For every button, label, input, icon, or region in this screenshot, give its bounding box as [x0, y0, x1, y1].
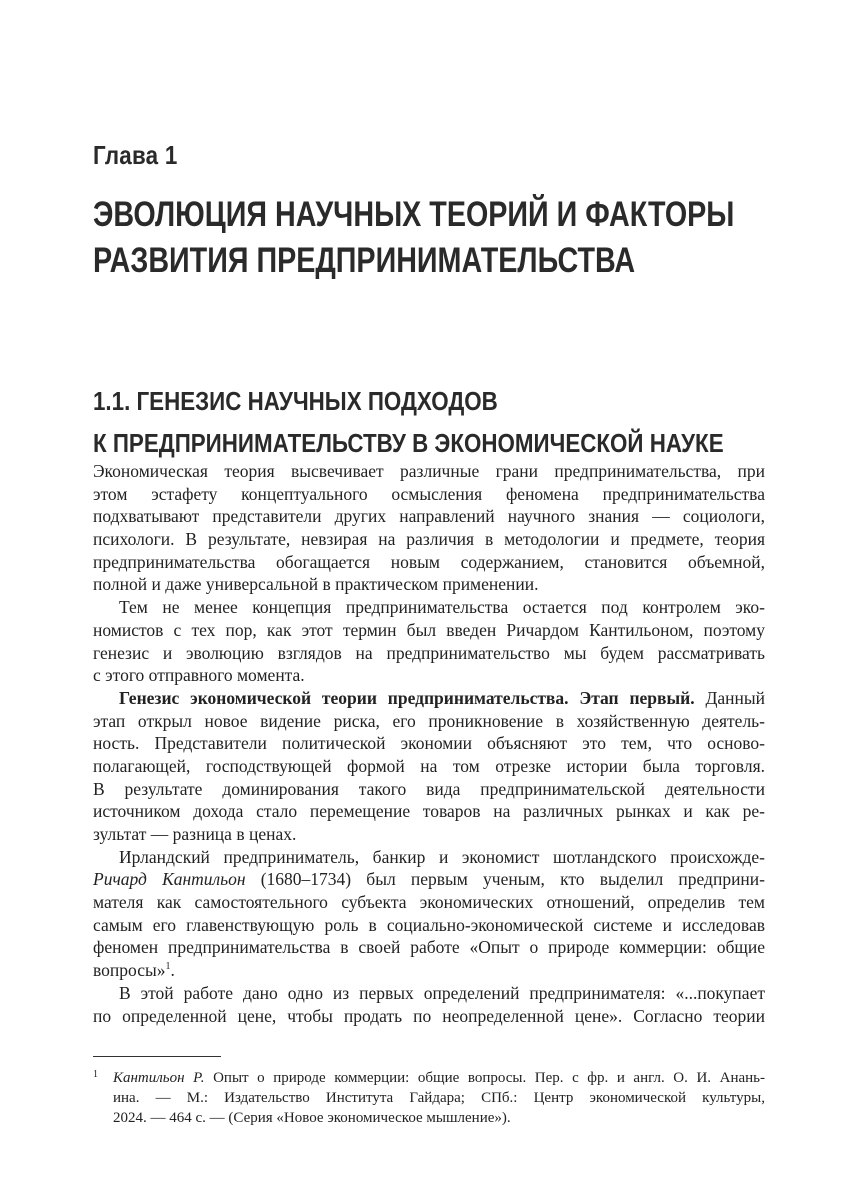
text-run: вопросы»: [93, 960, 166, 981]
text-line: предпринимательства обогащается новым содержанием, становится объемной,: [93, 551, 765, 572]
stage-heading: Генезис экономической теории предпринимательства. Этап первый.: [119, 687, 695, 708]
text-line: этом эстафету концептуального осмысления феномена предпринимательства: [93, 483, 765, 504]
paragraph: [93, 982, 765, 1027]
text-line: Экономическая теория высвечивает различные грани предпринимательства, при: [93, 461, 765, 481]
section-title: [93, 380, 798, 464]
text-line: мателя как самостоятельного субъекта экономических отношений, определив тем: [93, 892, 765, 913]
text-run: Опыт о природе коммерции: общие вопросы. Пер. с фр. и англ. О. И. Анань-: [204, 1070, 765, 1086]
text-line: феномен предпринимательства в своей работе «Опыт о природе коммерции: общие: [93, 937, 765, 958]
footnote-body: [93, 1068, 765, 1128]
text-line: Ирландский предприниматель, банкир и экономист шотландского происхожде-: [119, 846, 765, 867]
text-line: [93, 687, 765, 710]
text-line: [93, 868, 765, 891]
text-line: полагающей, господствующей формой на том отрезке истории была торговля.: [93, 755, 765, 776]
text-line: В этой работе дано одно из первых определений предпринимателя: «...покупает: [119, 982, 765, 1003]
chapter-title-line: ЭВОЛЮЦИЯ НАУЧНЫХ ТЕОРИЙ И ФАКТОРЫ: [93, 195, 735, 234]
footnote-mark: 1: [93, 1069, 98, 1080]
chapter-title: [93, 192, 749, 284]
text-run: .: [170, 960, 175, 981]
section-title-line: 1.1. ГЕНЕЗИС НАУЧНЫХ ПОДХОДОВ: [93, 386, 498, 416]
paragraph: [93, 846, 765, 982]
text-line: полной и даже универсальной в практическом применении.: [93, 574, 539, 595]
text-line: генезис и эволюцию взглядов на предпринимательство мы будем рассматривать: [93, 642, 765, 663]
text-line: номистов с тех пор, как этот термин был введен Ричардом Кантильоном, поэтому: [93, 619, 765, 640]
paragraph: [93, 687, 765, 846]
text-line: психологи. В результате, невзирая на различия в методологии и предмете, теория: [93, 529, 765, 550]
section-title-line: К ПРЕДПРИНИМАТЕЛЬСТВУ В ЭКОНОМИЧЕСКОЙ НАУКЕ: [93, 428, 724, 458]
chapter-title-line: РАЗВИТИЯ ПРЕДПРИНИМАТЕЛЬСТВА: [93, 241, 636, 280]
text-line: зультат — разница в ценах.: [93, 824, 297, 844]
footnote-divider: [93, 1056, 221, 1057]
footnote-author: Кантильон Р.: [113, 1070, 205, 1086]
text-line: подхватывают представители других направлений научного знания — социологи,: [93, 506, 765, 527]
footnote: [93, 1068, 765, 1128]
text-line: источником дохода стало перемещение товаров на различных рынках и как ре-: [93, 801, 765, 822]
footnote-line: ина. — М.: Издательство Института Гайдара; СПб.: Центр экономической культуры,: [113, 1090, 765, 1106]
text-line: В результате доминирования такого вида предпринимательской деятельности: [93, 778, 765, 799]
text-line: по определенной цене, чтобы продать по неопределенной цене». Согласно теории: [93, 1005, 765, 1026]
person-name: Ричард Кантильон: [93, 869, 246, 890]
text-line: самым его главенствующую роль в социально-экономической системе и исследовав: [93, 914, 765, 935]
footnote-line: [113, 1068, 765, 1088]
footnote-reference[interactable]: 1: [165, 961, 171, 973]
text-line: с этого отправного момента.: [93, 665, 305, 686]
text-line: [93, 959, 765, 982]
text-line: Тем не менее концепция предпринимательства остается под контролем эко-: [119, 597, 765, 618]
paragraph: [93, 460, 765, 596]
chapter-label: Глава 1: [93, 140, 178, 170]
paragraph: [93, 596, 765, 687]
text-line: ность. Представители политической экономии объясняют это тем, что осново-: [93, 733, 765, 754]
text-run: Данный: [694, 687, 765, 708]
body-text: [93, 460, 765, 1027]
footnote-line: 2024. — 464 с. — (Серия «Новое экономическое мышление»).: [113, 1110, 511, 1126]
text-run: (1680–1734) был первым ученым, кто выделил предприни-: [245, 869, 765, 890]
text-line: этап открыл новое видение риска, его проникновение в хозяйственную деятель-: [93, 710, 765, 731]
